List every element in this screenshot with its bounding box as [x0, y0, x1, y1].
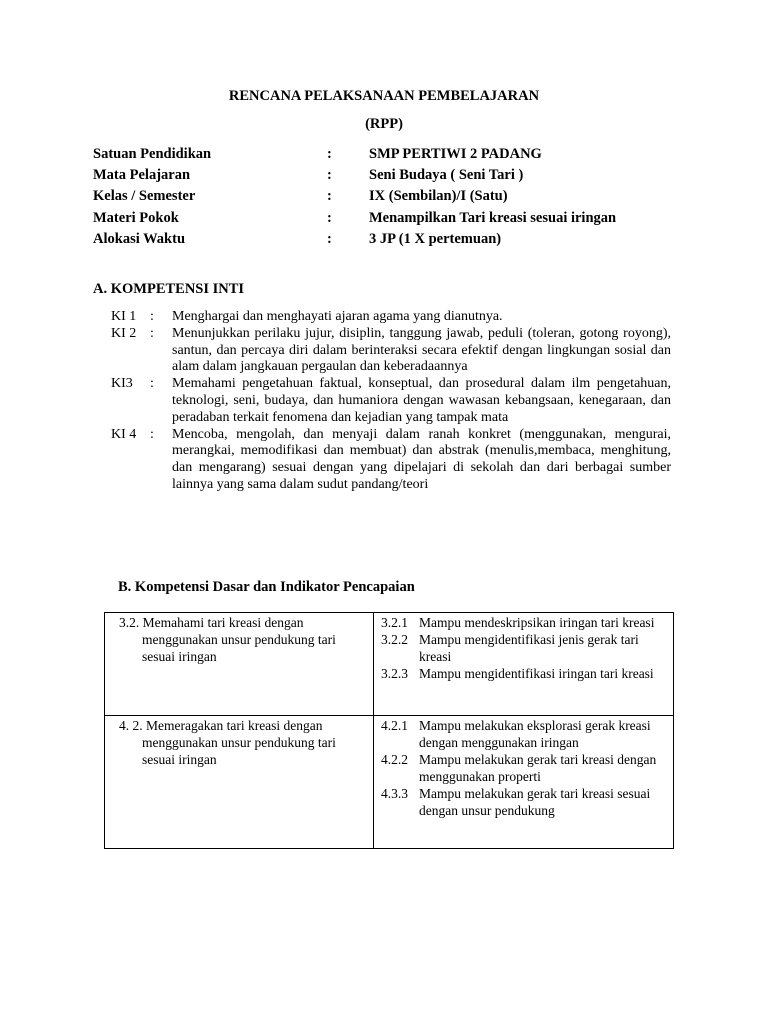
- kd-cell: [105, 613, 374, 716]
- info-value: SMP PERTIWI 2 PADANG: [369, 146, 542, 162]
- indicator-cell: [374, 716, 674, 849]
- indicator-item: [381, 752, 667, 786]
- indicator-item: [381, 615, 667, 632]
- indicator-text: Mampu melakukan eksplorasi gerak kreasi dengan menggunakan iringan: [419, 718, 651, 750]
- indicator-number: 3.2.3: [381, 666, 408, 682]
- info-value: IX (Sembilan)/I (Satu): [369, 188, 508, 205]
- ki-colon: :: [150, 325, 154, 341]
- ki-colon: :: [150, 309, 154, 324]
- section-a-heading: A. KOMPETENSI INTI: [93, 281, 245, 297]
- indicator-number: 3.2.2: [381, 632, 408, 648]
- ki-code: KI 4: [111, 426, 137, 442]
- ki-colon: :: [150, 376, 154, 392]
- indicator-text: Mampu mendeskripsikan iringan tari kreasi: [419, 615, 655, 630]
- kd-text: 3.2. Memahami tari kreasi dengan menggunakan unsur pendukung tari sesuai iringan: [119, 615, 336, 664]
- indicator-number: 3.2.1: [381, 615, 408, 630]
- info-label: Mata Pelajaran: [93, 167, 191, 184]
- indicator-item: [381, 666, 667, 683]
- section-b-heading: B. Kompetensi Dasar dan Indikator Pencapaian: [118, 579, 415, 595]
- identity-block: [93, 146, 693, 252]
- info-row-materi-pokok: [93, 210, 693, 231]
- kd-cell: [105, 716, 374, 849]
- info-colon: :: [327, 188, 332, 205]
- ki-text: Menghargai dan menghayati ajaran agama yang dianutnya.: [172, 309, 503, 324]
- info-value: 3 JP (1 X pertemuan): [369, 230, 502, 247]
- ki-item: [111, 309, 671, 326]
- table-row: [105, 613, 674, 716]
- indicator-item: [381, 632, 667, 666]
- indicator-item: [381, 786, 667, 820]
- indicator-text: Mampu mengidentifikasi iringan tari kreasi: [419, 666, 654, 682]
- indicator-text: Mampu melakukan gerak tari kreasi sesuai dengan unsur pendukung: [419, 786, 651, 818]
- info-row-mata-pelajaran: [93, 167, 693, 188]
- indicator-text: Mampu melakukan gerak tari kreasi dengan menggunakan properti: [419, 752, 657, 784]
- ki-text: Mencoba, mengolah, dan menyaji dalam ranah konkret (menggunakan, mengurai, merangkai, memodifikasi dan membuat) dan abstrak (menulis,membaca, menghitung, dan mengarang) sesuai dengan yang dipelajari di sekolah dan dari berbagai sumber lainnya yang sama dalam sudut pandang/teori: [172, 426, 671, 492]
- indicator-number: 4.2.1: [381, 718, 408, 733]
- indicator-item: [381, 718, 667, 752]
- ki-code: KI 2: [111, 325, 137, 341]
- info-label: Satuan Pendidikan: [93, 146, 212, 162]
- info-label: Kelas / Semester: [93, 188, 196, 205]
- kompetensi-inti-list: [111, 309, 671, 494]
- ki-item: [111, 376, 671, 426]
- ki-text: Menunjukkan perilaku jujur, disiplin, tanggung jawab, peduli (toleran, gotong royong), santun, dan percaya diri dalam berinteraksi secara efektif dengan lingkungan sosial dan alam dalam jangkauan pergaulan dan keberadaannya: [172, 325, 671, 375]
- info-value: Seni Budaya ( Seni Tari ): [369, 167, 524, 184]
- info-label: Materi Pokok: [93, 209, 179, 226]
- indicator-cell: [374, 613, 674, 716]
- ki-item: [111, 427, 671, 494]
- ki-colon: :: [150, 426, 154, 442]
- kd-text: 4. 2. Memeragakan tari kreasi dengan menggunakan unsur pendukung tari sesuai iringan: [119, 718, 336, 767]
- ki-code: KI 1: [111, 309, 137, 324]
- document-subtitle: (RPP): [365, 116, 403, 132]
- table-row: [105, 716, 674, 849]
- info-colon: :: [327, 146, 332, 162]
- indicator-text: Mampu mengidentifikasi jenis gerak tari kreasi: [419, 632, 639, 665]
- info-row-kelas-semester: [93, 188, 693, 209]
- info-colon: :: [327, 230, 332, 247]
- indicator-number: 4.2.2: [381, 752, 408, 768]
- document-title: RENCANA PELAKSANAAN PEMBELAJARAN: [228, 88, 540, 104]
- ki-text: Memahami pengetahuan faktual, konseptual, dan prosedural dalam ilm pengetahuan, teknologi, seni, budaya, dan humaniora dengan wawasan kebangsaan, kenegaraan, dan peradaban terkait fenomena dan kejadian yang tampak mata: [172, 376, 671, 425]
- info-row-satuan-pendidikan: [93, 146, 693, 167]
- ki-item: [111, 326, 671, 376]
- info-colon: :: [327, 209, 332, 226]
- info-colon: :: [327, 167, 332, 184]
- info-label: Alokasi Waktu: [93, 230, 186, 247]
- ki-code: KI3: [111, 376, 133, 392]
- indicator-number: 4.3.3: [381, 786, 408, 802]
- kd-indicator-table: [104, 612, 674, 849]
- info-row-alokasi-waktu: [93, 231, 693, 252]
- info-value: Menampilkan Tari kreasi sesuai iringan: [369, 209, 617, 226]
